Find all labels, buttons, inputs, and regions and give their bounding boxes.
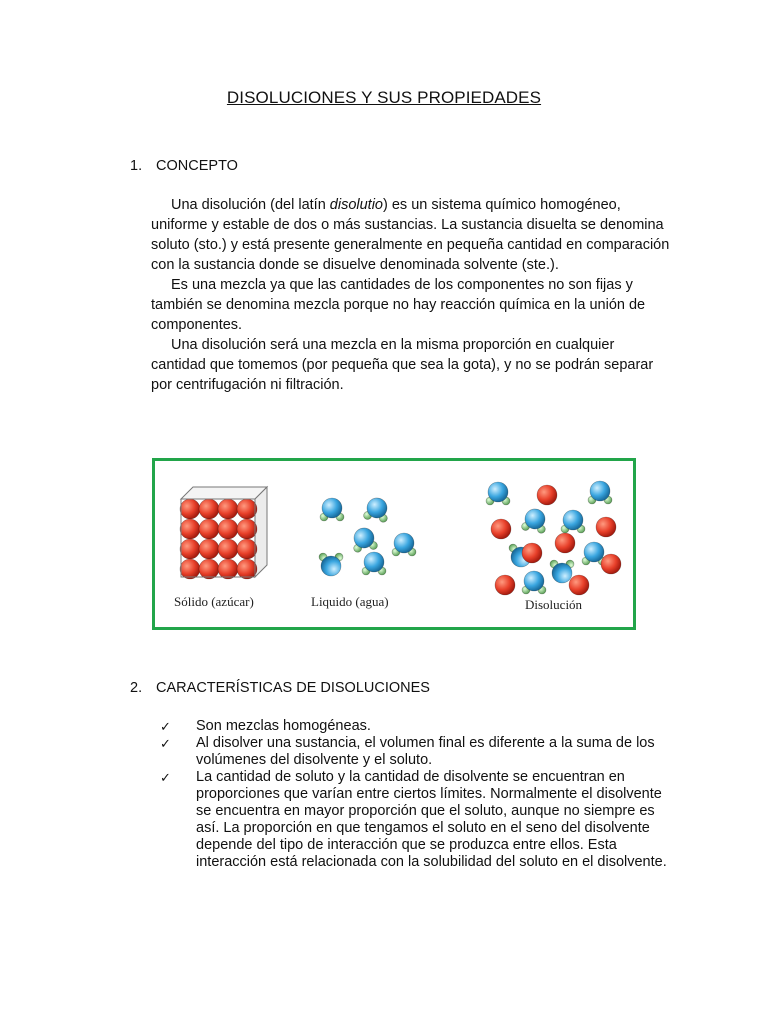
concept-paragraph-2: Es una mezcla ya que las cantidades de los componentes no son fijas y también se denomina mezcla porque no hay reacción química en la unión de componentes. (151, 277, 646, 333)
list-item (160, 735, 680, 769)
solute-sphere (537, 485, 557, 505)
solute-sphere (199, 499, 219, 519)
check-icon: ✓ (160, 770, 171, 785)
solute-sphere (218, 499, 238, 519)
paragraph-text: ) es un sistema químico homogéneo, uniforme y estable de dos o más sustancias. La sustancia disuelta se denomina soluto (sto.) y está presente generalmente en pequeña cantidad en comparación con la sustancia donde se disuelve denominada solvente (ste.). (151, 197, 670, 273)
solute-sphere (601, 554, 621, 574)
document-title: DISOLUCIONES Y SUS PROPIEDADES (226, 88, 542, 107)
concept-paragraph-1 (151, 195, 671, 275)
water-molecule (319, 553, 343, 576)
oxygen-atom (524, 571, 544, 591)
section-1-heading (130, 158, 238, 174)
oxygen-atom (552, 563, 572, 583)
solute-sphere (199, 539, 219, 559)
water-molecule (588, 481, 612, 504)
water-molecule (320, 498, 344, 521)
check-icon: ✓ (160, 719, 171, 734)
solution-illustration (152, 458, 636, 630)
list-item-text: Al disolver una sustancia, el volumen final es diferente a la suma de los volúmenes del disolvente y el soluto. (196, 735, 655, 768)
section-2-title: CARACTERÍSTICAS DE DISOLUCIONES (156, 680, 430, 696)
solute-sphere (522, 543, 542, 563)
section-2-number: 2. (130, 680, 143, 696)
list-item (160, 718, 680, 735)
water-molecule (486, 482, 510, 505)
oxygen-atom (584, 542, 604, 562)
water-molecule (521, 507, 549, 534)
solute-sphere (237, 499, 257, 519)
solute-sphere (237, 519, 257, 539)
oxygen-atom (394, 533, 414, 553)
solute-sphere (218, 559, 238, 579)
solute-sphere (180, 559, 200, 579)
concept-paragraph-3: Una disolución será una mezcla en la misma proporción en cualquier cantidad que tomemos (por pequeña que sea la gota), y no se podrán separar por centrifugación ni filtración. (151, 337, 654, 393)
list-item-text: La cantidad de soluto y la cantidad de disolvente se encuentran en proporciones que varían entre ciertos límites. Normalmente el disolvente se encuentra en mayor proporción que el soluto, aunque no siempre es así. La proporción en que tengamos el soluto en el seno del disolvente depende del tipo de interacción que se produzca entre ellos. Esta interacción está relacionada con la solubilidad del soluto en el disolvente. (196, 769, 667, 870)
characteristics-list (160, 718, 680, 871)
oxygen-atom (488, 482, 508, 502)
solute-sphere (491, 519, 511, 539)
water-molecule (362, 552, 386, 575)
solute-sphere (199, 559, 219, 579)
solute-sphere (555, 533, 575, 553)
solute-sphere (180, 539, 200, 559)
label-liquid: Liquido (agua) (311, 594, 389, 609)
list-item (160, 769, 680, 871)
concept-paragraphs (151, 195, 671, 395)
water-molecule (522, 571, 546, 594)
solute-sphere (237, 539, 257, 559)
solute-sphere (218, 519, 238, 539)
solute-sphere (180, 499, 200, 519)
water-molecule (350, 526, 378, 553)
oxygen-atom (321, 556, 341, 576)
oxygen-atom (563, 510, 583, 530)
list-item-text: Son mezclas homogéneas. (196, 718, 371, 734)
water-molecule (363, 496, 391, 523)
solute-sphere (199, 519, 219, 539)
water-molecule (392, 533, 416, 556)
water-molecule (561, 510, 585, 533)
solute-sphere (180, 519, 200, 539)
section-2-heading (130, 680, 430, 696)
solute-sphere (495, 575, 515, 595)
label-solid: Sólido (azúcar) (174, 594, 254, 609)
solute-sphere (237, 559, 257, 579)
check-icon: ✓ (160, 736, 171, 751)
label-solution: Disolución (525, 597, 583, 612)
section-1-title: CONCEPTO (156, 158, 238, 174)
latin-term: disolutio (329, 197, 383, 213)
solute-sphere (569, 575, 589, 595)
water-molecules (319, 496, 416, 576)
solid-crystal (180, 487, 267, 579)
solute-sphere (218, 539, 238, 559)
oxygen-atom (590, 481, 610, 501)
section-1-number: 1. (130, 158, 143, 174)
solute-sphere (596, 517, 616, 537)
oxygen-atom (364, 552, 384, 572)
paragraph-text: Una disolución (del latín (171, 197, 330, 213)
solution-molecules (486, 481, 621, 595)
oxygen-atom (322, 498, 342, 518)
